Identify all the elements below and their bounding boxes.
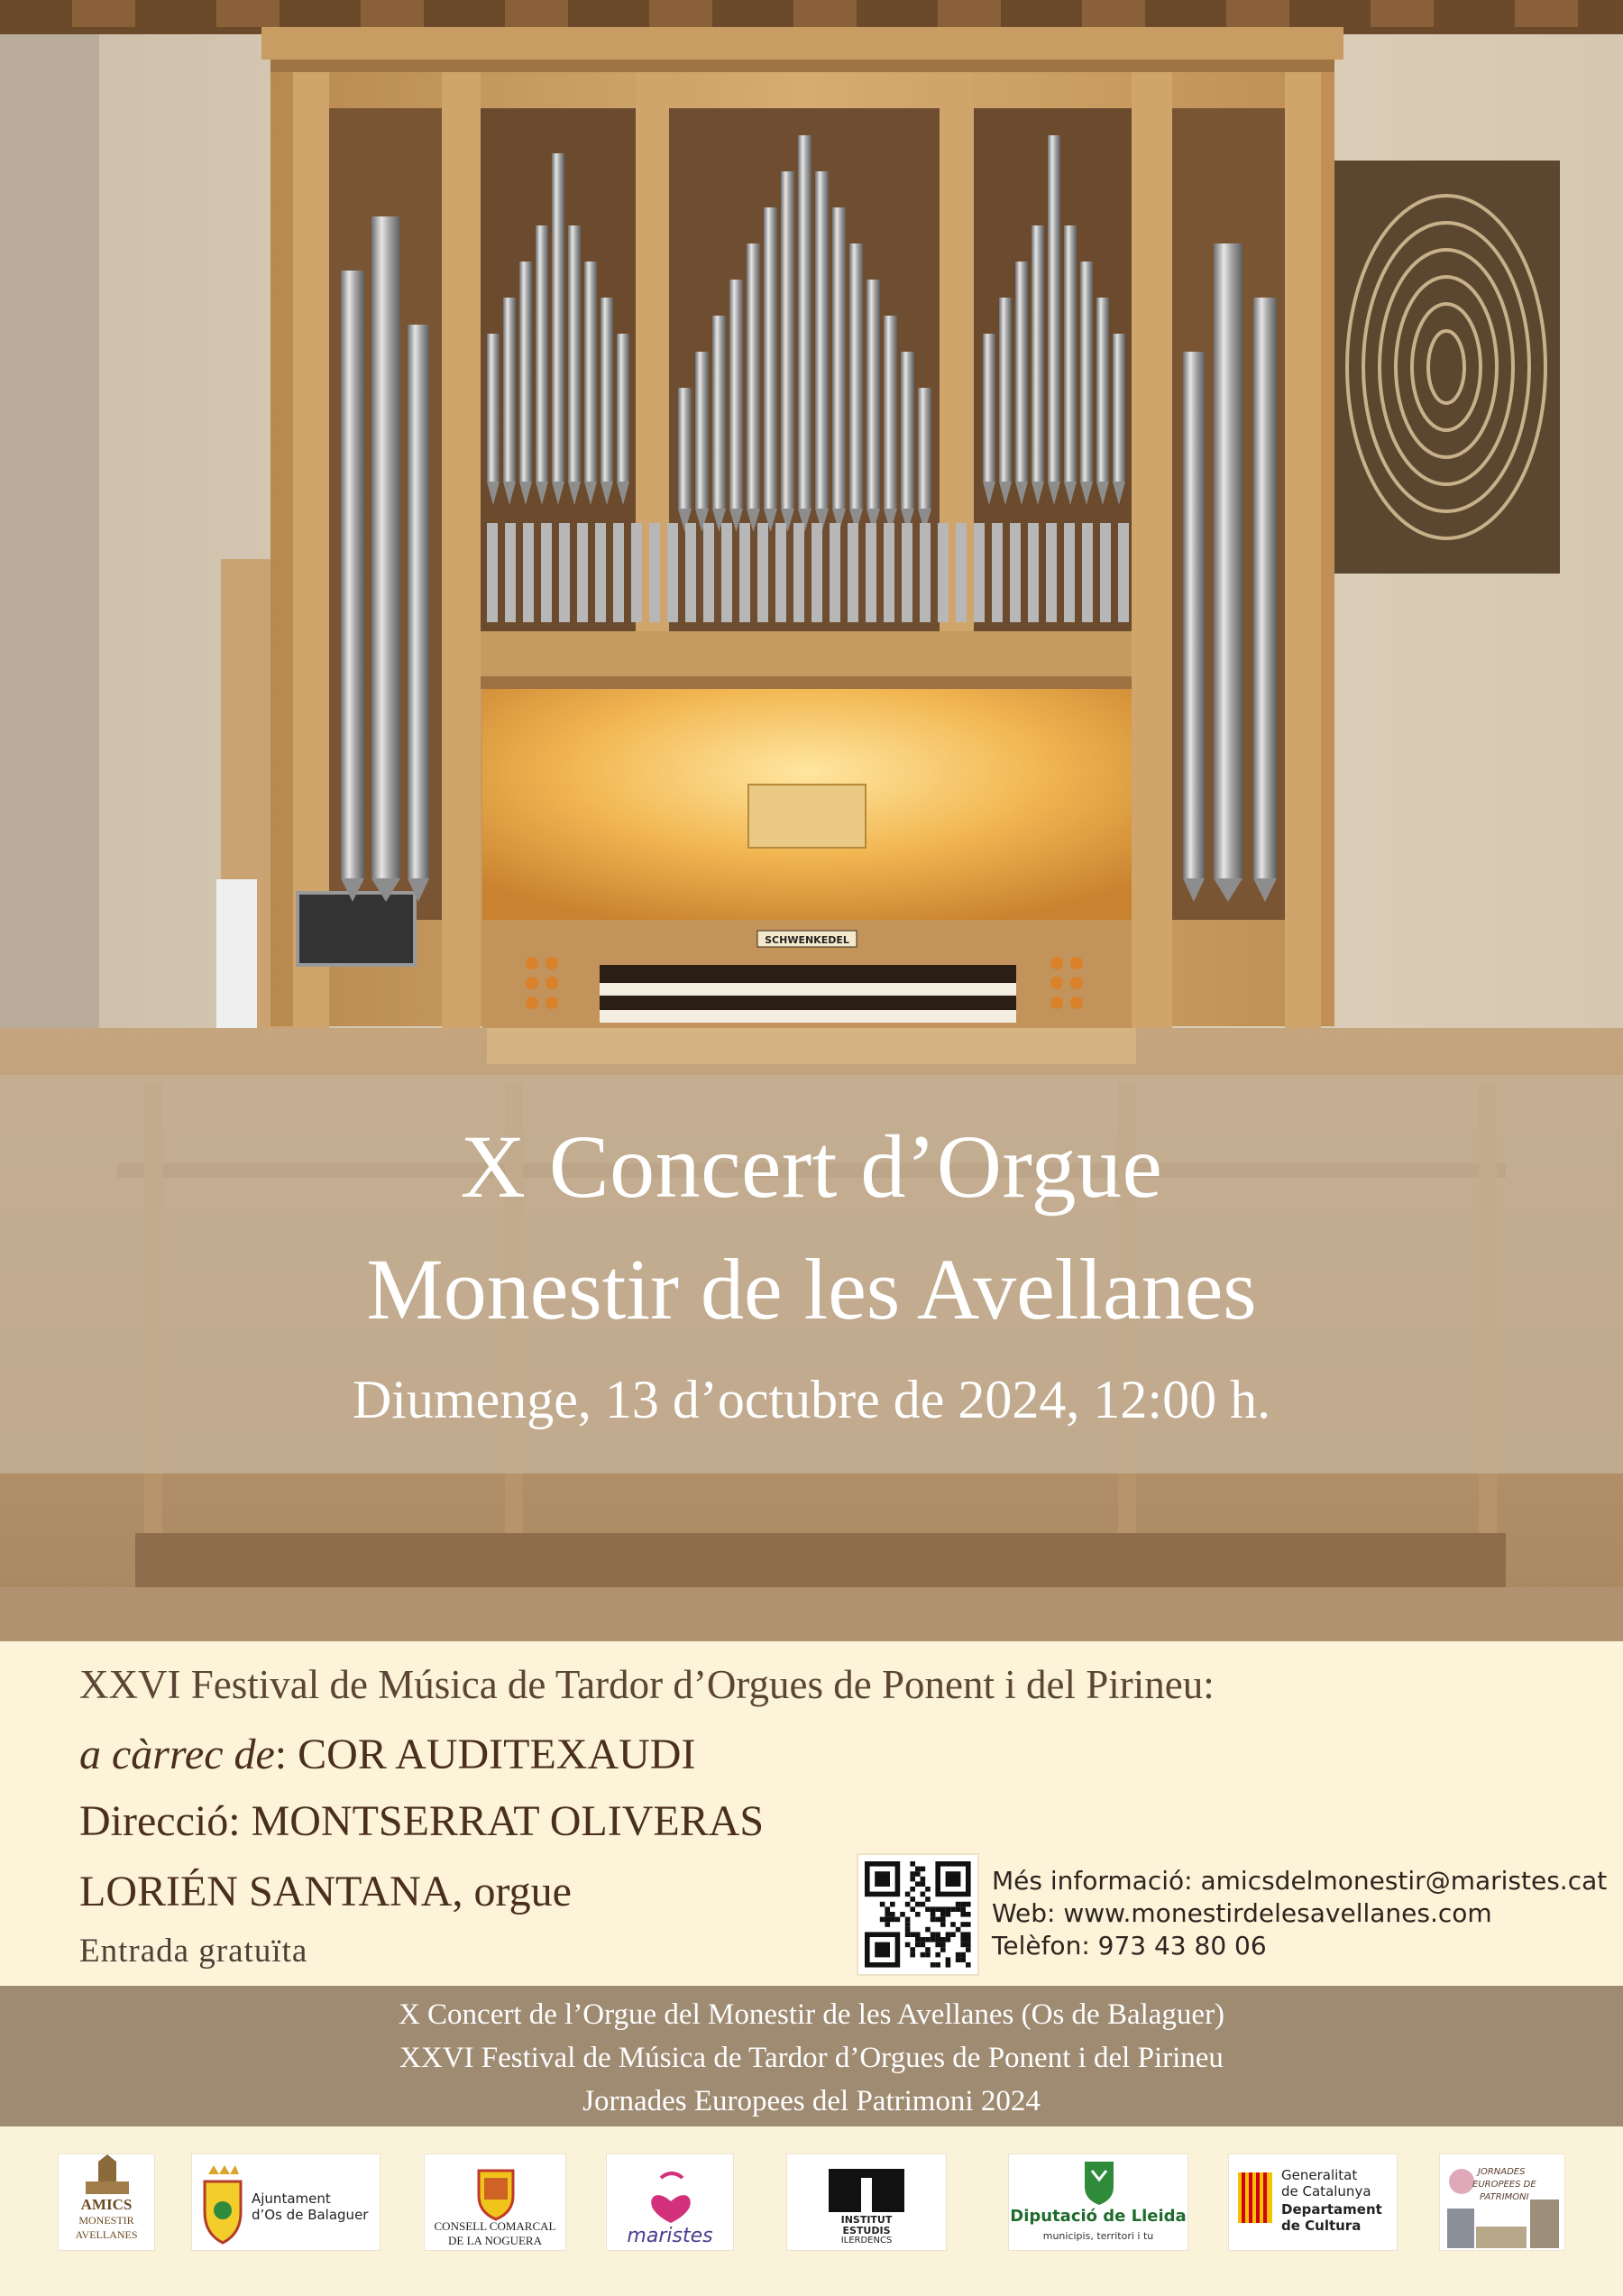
ajuntament-label-2: d’Os de Balaguer [252,2207,369,2223]
diputacio-label-2: municipis, territori i tu [1042,2230,1154,2242]
amics-monestir-logo [58,2154,155,2251]
performer-name: : COR AUDITEXAUDI [274,1731,696,1778]
generalitat-logo [1228,2154,1398,2251]
consell-label-1: CONSELL COMARCAL [434,2219,556,2233]
summary-line-3: Jornades Europees del Patrimoni 2024 [582,2085,1041,2117]
info-section [0,1641,1623,1986]
contact-phone: Telèfon: 973 43 80 06 [992,1931,1267,1961]
maristes-label: maristes [627,2225,713,2247]
entry-note: Entrada gratuïta [79,1933,308,1970]
performer-line [79,1730,695,1779]
qr-code[interactable] [857,1853,979,1976]
summary-band [0,1986,1623,2126]
ajuntament-label-1: Ajuntament [252,2190,331,2207]
ajuntament-os-logo [191,2154,381,2251]
summary-line-2: XXVI Festival de Música de Tardor d’Orgues de Ponent i del Pirineu [399,2042,1224,2074]
consell-comarcal-logo [424,2154,566,2251]
festival-name: XXVI Festival de Música de Tardor d’Orgues de Ponent i del Pirineu: [79,1662,1215,1707]
performer-prefix: a càrrec de [79,1731,275,1778]
organist-name: LORIÉN SANTANA [79,1868,453,1915]
organ-nameplate: SCHWENKEDEL [765,934,849,946]
contact-web[interactable]: Web: www.monestirdelesavellanes.com [992,1898,1492,1928]
summary-line-1: X Concert de l’Orgue del Monestir de les Avellanes (Os de Balaguer) [398,1998,1225,2031]
generalitat-label-3: Departament [1281,2201,1382,2218]
contact-email[interactable]: Més informació: amicsdelmonestir@maristes.cat [992,1866,1608,1896]
event-date: Diumenge, 13 d’octubre de 2024, 12:00 h. [352,1370,1271,1429]
sponsor-logos [0,2126,1623,2296]
organist-role: , orgue [452,1868,572,1915]
jornades-patrimoni-logo [1439,2154,1565,2251]
jornades-label-1: JORNADES [1478,2167,1526,2177]
amics-label-bottom: AVELLANES [75,2228,138,2241]
director-line: Direcció: MONTSERRAT OLIVERAS [79,1797,765,1845]
diputacio-label-1: Diputació de Lleida [1010,2207,1187,2226]
generalitat-label-2: de Catalunya [1281,2183,1371,2200]
organist-line [79,1867,572,1916]
consell-label-2: DE LA NOGUERA [448,2234,542,2247]
generalitat-label-4: de Cultura [1281,2218,1362,2234]
maristes-logo [606,2154,734,2251]
title-band [0,1075,1623,1474]
iei-label-2: ESTUDIS [842,2225,891,2236]
iei-label-1: INSTITUT [840,2214,893,2226]
amics-label-top: AMICS [80,2196,133,2213]
diputacio-lleida-logo [1008,2154,1188,2251]
amics-label-mid: MONESTIR [78,2214,134,2227]
contact-block [992,1865,1607,1962]
jornades-label-3: PATRIMONI [1480,2192,1529,2202]
generalitat-label-1: Generalitat [1281,2167,1358,2183]
iei-label-3: ILERDENCS [840,2236,893,2245]
iei-logo [786,2154,947,2251]
venue-title: Monestir de les Avellanes [366,1241,1257,1337]
concert-title: X Concert d’Orgue [460,1116,1163,1217]
jornades-label-2: EUROPEES DE [1472,2180,1536,2190]
